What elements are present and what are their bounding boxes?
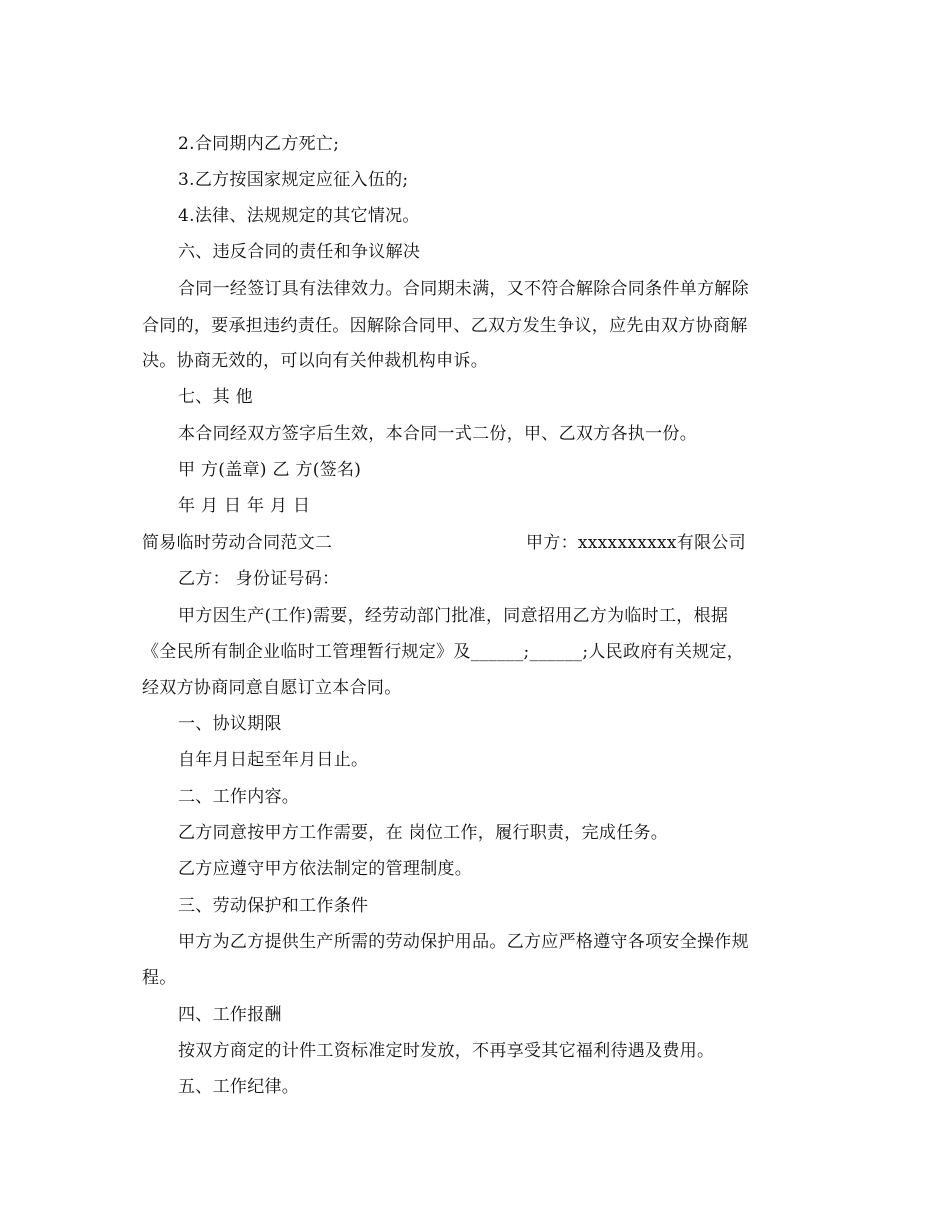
- paragraph-line: 程。: [142, 968, 177, 988]
- section-heading: 四、工作报酬: [178, 1005, 282, 1025]
- second-contract-title-line: [142, 532, 746, 554]
- paragraph-line: 按双方商定的计件工资标准定时发放，不再享受其它福利待遇及费用。: [178, 1041, 715, 1061]
- section-heading: 三、劳动保护和工作条件: [178, 896, 369, 916]
- section-heading: 七、其 他: [178, 387, 253, 407]
- paragraph-line: 经双方协商同意自愿订立本合同。: [142, 678, 402, 698]
- clause-line: 4.法律、法规规定的其它情况。: [178, 206, 420, 226]
- party-a-name: 甲方：xxxxxxxxxx有限公司: [526, 533, 746, 553]
- party-b-line: 乙方： 身份证号码：: [178, 569, 340, 589]
- signature-line: 甲 方(盖章) 乙 方(签名): [178, 460, 362, 480]
- paragraph-line: 甲方因生产(工作)需要，经劳动部门批准，同意招用乙方为临时工，根据: [178, 606, 729, 626]
- section-heading: 二、工作内容。: [178, 787, 300, 807]
- paragraph-line: 自年月日起至年月日止。: [178, 750, 369, 770]
- paragraph-line: 甲方为乙方提供生产所需的劳动保护用品。乙方应严格遵守各项安全操作规: [178, 932, 749, 952]
- date-line: 年 月 日 年 月 日: [178, 496, 311, 516]
- section-heading: 一、协议期限: [178, 714, 282, 734]
- paragraph-line: 《全民所有制企业临时工管理暂行规定》及______;______;人民政府有关规定，: [142, 642, 745, 662]
- paragraph-line: 决。协商无效的，可以向有关仲裁机构申诉。: [142, 351, 488, 371]
- paragraph-line: 乙方应遵守甲方依法制定的管理制度。: [178, 859, 473, 879]
- clause-line: 2.合同期内乙方死亡;: [178, 134, 340, 154]
- paragraph-line: 乙方同意按甲方工作需要，在 岗位工作，履行职责，完成任务。: [178, 823, 669, 843]
- section-heading: 五、工作纪律。: [178, 1077, 300, 1097]
- section-heading: 六、违反合同的责任和争议解决: [178, 242, 421, 262]
- paragraph-line: 合同的，要承担违约责任。因解除合同甲、乙双方发生争议，应先由双方协商解: [142, 316, 748, 336]
- paragraph-line: 合同一经签订具有法律效力。合同期未满，又不符合解除合同条件单方解除: [178, 279, 749, 299]
- contract-title: 简易临时劳动合同范文二: [142, 533, 333, 553]
- paragraph-line: 本合同经双方签字后生效，本合同一式二份，甲、乙双方各执一份。: [178, 424, 697, 444]
- clause-line: 3.乙方按国家规定应征入伍的;: [178, 170, 409, 190]
